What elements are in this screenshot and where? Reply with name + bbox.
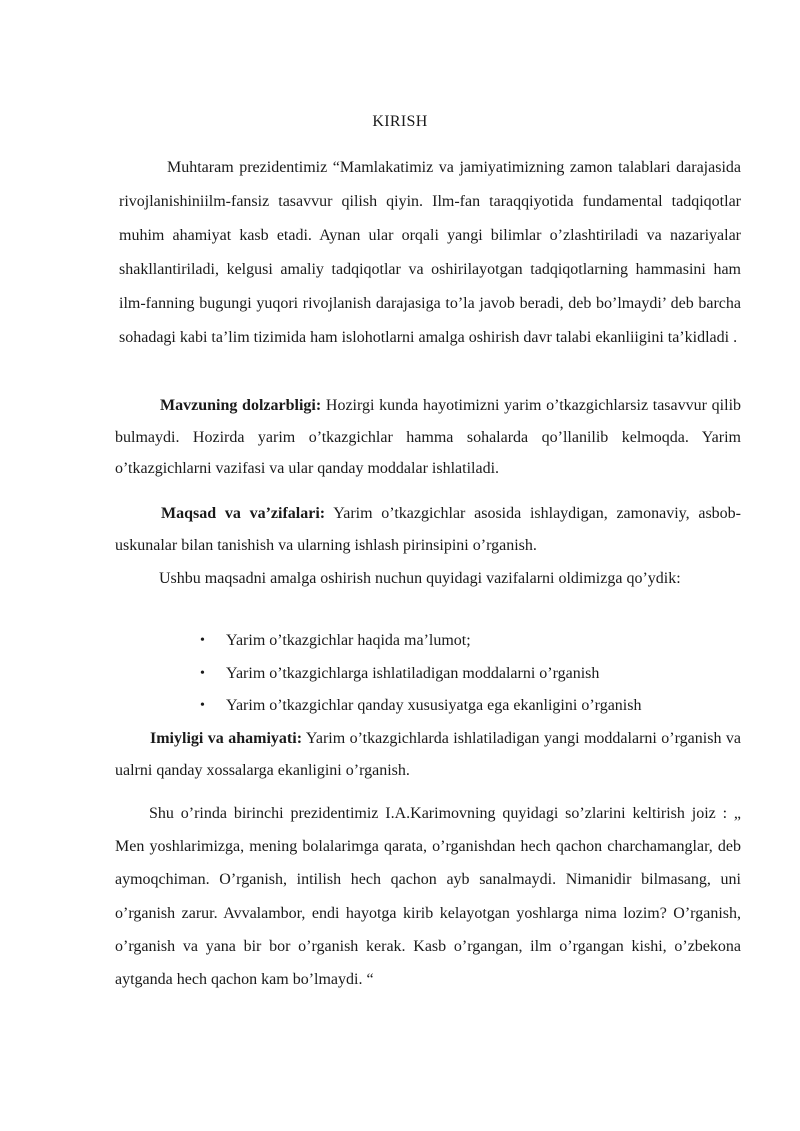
relevance-label: Mavzuning dolzarbligi: — [160, 397, 322, 414]
tasks-bullet-list — [200, 625, 641, 723]
list-item — [200, 658, 641, 691]
list-item — [200, 625, 641, 658]
list-item-text: Yarim o’tkazgichlar qanday xususiyatga ega ekanligini o’rganish — [226, 697, 642, 714]
significance-label: Imiyligi va ahamiyati: — [150, 730, 303, 747]
intro-text: Muhtaram prezidentimiz “Mamlakatimiz va jamiyatimizning zamon talablari darajasida rivojlanishiniilm-fansiz tasavvur qilish qiyin. Ilm-fan taraqqiyotida fundamental tadqiqotlar muhim ahamiyat kasb etadi. Aynan ular orqali yangi bilimlar o’zlashtiriladi va nazariyalar shakllantiriladi, kelgusi amaliy tadqiqotlar va oshirilayotgan tadqiqotlarning hammasini ham ilm-fanning bugungi yuqori rivojlanish darajasiga to’la javob beradi, deb bo’lmaydi’ deb barcha sohadagi kabi ta’lim tizimida ham islohotlarni amalga oshirish davr talabi ekanliigini ta’kidladi . — [119, 159, 741, 346]
bullet-icon: • — [200, 633, 205, 648]
significance-text: Yarim o’tkazgichlarda ishlatiladigan yangi moddalarni o’rganish va ualrni qanday xossalarga ekanligini o’rganish. — [115, 730, 742, 779]
quote-text: Shu o’rinda birinchi prezidentimiz I.A.Karimovning quyidagi so’zlarini keltirish joiz : „ Men yoshlarimizga, mening bolalarimga qarata, o’rganishdan hech qachon charchamanglar, deb aymoqchiman. O’rganish, intilish hech qachon ayb sanalmaydi. Nimanidir bilmasang, uni o’rganish zarur. Avvalambor, endi hayotga kirib kelayotgan yoshlarga nima lozim? O’rganish, o’rganish va yana bir bor o’rganish kerak. Kasb o’rgangan, ilm o’rgangan kishi, o’zbekona aytganda hech qachon kam bo’lmaydi. “ — [115, 805, 741, 989]
bullet-icon: • — [200, 665, 205, 681]
page-title: KIRISH — [372, 113, 428, 130]
goals-text: Yarim o’tkazgichlar asosida ishlaydigan, zamonaviy, asbob-uskunalar bilan tanishish va ularning ishlash pirinsipini o’rganish. — [115, 505, 741, 554]
relevance-paragraph — [115, 390, 741, 485]
quote-paragraph — [115, 797, 741, 996]
list-item — [200, 690, 641, 723]
relevance-text: Hozirgi kunda hayotimizni yarim o’tkazgichlarsiz tasavvur qilib bulmaydi. Hozirda yarim o’tkazgichlar hamma sohalarda qo’llanilib kelmoqda. Yarim o’tkazgichlarni vazifasi va ular qanday moddalar ishlatiladi. — [115, 397, 742, 477]
significance-paragraph — [115, 723, 741, 787]
goals-paragraph — [115, 498, 741, 562]
intro-paragraph — [119, 151, 741, 355]
bullet-icon: • — [200, 698, 205, 713]
list-item-text: Yarim o’tkazgichlar haqida ma’lumot; — [226, 632, 471, 649]
tasks-text: Ushbu maqsadni amalga oshirish nuchun quyidagi vazifalarni oldimizga qo’ydik: — [159, 570, 681, 587]
list-item-text: Yarim o’tkazgichlarga ishlatiladigan moddalarni o’rganish — [226, 664, 600, 682]
tasks-paragraph — [115, 563, 741, 595]
goals-label: Maqsad va va’zifalari: — [161, 505, 326, 522]
